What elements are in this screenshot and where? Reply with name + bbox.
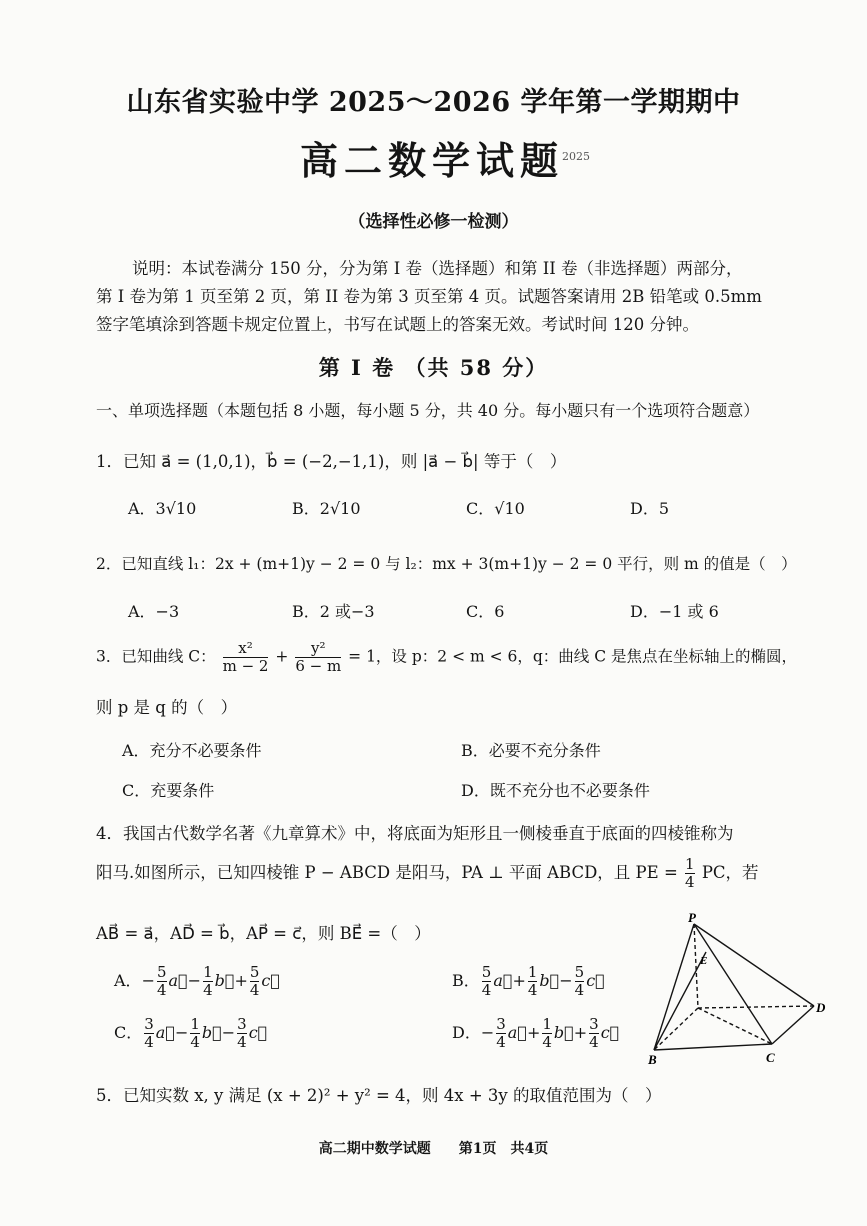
operator: + xyxy=(512,971,526,990)
vector-symbol: c⃗ xyxy=(600,1023,620,1042)
q4-fraction xyxy=(685,856,695,891)
edge-PD xyxy=(694,924,814,1006)
q4-option-b xyxy=(452,964,605,999)
q2-option-c: C．6 xyxy=(466,602,505,621)
q1-option-c: C．√10 xyxy=(466,499,525,518)
fraction-numerator: 5 xyxy=(249,963,260,981)
coefficient-fraction xyxy=(144,1016,154,1051)
question-3-stem-line-2: 则 p 是 q 的（ ） xyxy=(96,698,238,717)
q4-frac-denominator: 4 xyxy=(685,873,695,891)
q3-option-c: C．充要条件 xyxy=(122,781,215,800)
operator: − xyxy=(141,971,155,990)
intro-line-1: 说明：本试卷满分 150 分，分为第 I 卷（选择题）和第 II 卷（非选择题）两部分， xyxy=(132,259,743,278)
question-2-stem: 2．已知直线 l₁：2x + (m+1)y − 2 = 0 与 l₂：mx + 3(m+1)y − 2 = 0 平行，则 m 的值是（ ） xyxy=(96,555,797,573)
edge-PC xyxy=(694,924,772,1044)
edge-PA xyxy=(694,924,698,1008)
label-B: B xyxy=(648,1052,657,1067)
vector-symbol: b⃗ xyxy=(553,1023,574,1042)
operator: + xyxy=(234,971,248,990)
coefficient-fraction xyxy=(237,1016,247,1051)
fraction-denominator: 4 xyxy=(574,981,585,999)
fraction-denominator: 4 xyxy=(190,1033,200,1051)
coefficient-fraction xyxy=(496,1016,506,1051)
operator: − xyxy=(480,1023,495,1042)
coefficient-fraction xyxy=(528,964,538,999)
vector-symbol: a⃗ xyxy=(507,1023,527,1042)
part-one-heading: 第 I 卷 （共 58 分） xyxy=(318,355,549,380)
coefficient-fraction xyxy=(250,964,260,999)
fraction-numerator: 1 xyxy=(527,963,538,981)
vector-symbol: a⃗ xyxy=(155,1023,175,1042)
exam-subtitle: （选择性必修一检测） xyxy=(348,212,519,232)
question-1-stem: 1．已知 a⃗ = (1,0,1)，b⃗ = (−2,−1,1)，则 |a⃗ − b⃗| 等于（ ） xyxy=(96,452,567,471)
intro-line-2: 第 I 卷为第 1 页至第 2 页，第 II 卷为第 3 页至第 4 页。试题答案请用 2B 铅笔或 0.5mm xyxy=(96,287,762,306)
question-4-stem-line-1: 4．我国古代数学名著《九章算术》中，将底面为矩形且一侧棱垂直于底面的四棱锥称为 xyxy=(96,824,734,843)
q4-frac-numerator: 1 xyxy=(685,855,695,873)
fraction-numerator: 5 xyxy=(156,963,167,981)
vector-symbol: b⃗ xyxy=(214,971,235,990)
fraction-denominator: 4 xyxy=(481,981,492,999)
fraction-numerator: 5 xyxy=(574,963,585,981)
edge-CD xyxy=(772,1006,814,1044)
question-4-stem-line-2 xyxy=(96,856,759,891)
vector-symbol: c⃗ xyxy=(248,1023,268,1042)
label-E: E xyxy=(700,955,708,967)
fraction-numerator: 5 xyxy=(481,963,492,981)
pyramid-figure xyxy=(640,912,840,1072)
option-label: A． xyxy=(114,971,142,990)
label-C: C xyxy=(766,1050,775,1065)
q1-option-d: D．5 xyxy=(630,499,670,518)
fraction-denominator: 4 xyxy=(527,981,538,999)
q3-stem-post: = 1，设 p：2 < m < 6，q：曲线 C 是焦点在坐标轴上的椭圆， xyxy=(348,647,798,666)
q4-option-a xyxy=(114,964,280,999)
q4-option-c xyxy=(114,1016,267,1051)
q4-stem2-post: PC，若 xyxy=(701,863,759,882)
coefficient-fraction xyxy=(157,964,167,999)
coefficient-fraction xyxy=(589,1016,599,1051)
vector-symbol: b⃗ xyxy=(201,1023,222,1042)
q2-option-d: D．−1 或 6 xyxy=(630,602,719,621)
operator: + xyxy=(573,1023,588,1042)
title-mark: 2025 xyxy=(562,150,590,163)
label-P: P xyxy=(688,912,696,925)
edge-AD xyxy=(698,1006,814,1008)
q4-stem2-pre: 阳马.如图所示，已知四棱锥 P − ABCD 是阳马，PA ⊥ 平面 ABCD，且 PE = xyxy=(96,863,678,882)
q3-option-d: D．既不充分也不必要条件 xyxy=(461,781,650,800)
page-footer: 高二期中数学试题 第1页 共4页 xyxy=(318,1141,549,1157)
question-5-stem: 5．已知实数 x, y 满足 (x + 2)² + y² = 4，则 4x + 3y 的取值范围为（ ） xyxy=(96,1086,662,1105)
fraction-denominator: 4 xyxy=(156,981,167,999)
fraction-numerator: 3 xyxy=(496,1015,506,1033)
q3-frac1-numerator: x² xyxy=(238,639,253,657)
exam-title: 高二数学试题 xyxy=(300,139,565,183)
option-label: C． xyxy=(114,1023,143,1042)
operator: − xyxy=(221,1023,236,1042)
coefficient-fraction xyxy=(575,964,585,999)
q4-option-d xyxy=(452,1016,619,1051)
vector-symbol: a⃗ xyxy=(493,971,513,990)
operator: − xyxy=(174,1023,189,1042)
vector-symbol: a⃗ xyxy=(168,971,188,990)
question-4-stem-line-3: AB⃗ = a⃗，AD⃗ = b⃗，AP⃗ = c⃗，则 BE⃗ =（ ） xyxy=(96,924,431,943)
fraction-numerator: 3 xyxy=(144,1015,154,1033)
q3-frac2-denominator: 6 − m xyxy=(295,657,342,675)
fraction-denominator: 4 xyxy=(589,1033,599,1051)
q3-frac2-numerator: y² xyxy=(311,639,326,657)
q3-fraction-2 xyxy=(295,640,341,675)
fraction-denominator: 4 xyxy=(249,981,260,999)
coefficient-fraction xyxy=(203,964,213,999)
fraction-denominator: 4 xyxy=(203,981,213,999)
operator: − xyxy=(559,971,573,990)
section-one-heading: 一、单项选择题（本题包括 8 小题，每小题 5 分，共 40 分。每小题只有一个选项符合题意） xyxy=(96,401,760,420)
fraction-denominator: 4 xyxy=(144,1033,154,1051)
q2-option-b: B．2 或−3 xyxy=(292,602,375,621)
operator: − xyxy=(187,971,202,990)
fraction-numerator: 1 xyxy=(203,963,213,981)
fraction-numerator: 3 xyxy=(589,1015,599,1033)
edge-BC xyxy=(654,1044,772,1050)
coefficient-fraction xyxy=(190,1016,200,1051)
intro-line-3: 签字笔填涂到答题卡规定位置上，书写在试题上的答案无效。考试时间 120 分钟。 xyxy=(96,315,699,334)
q1-option-b: B．2√10 xyxy=(292,499,361,518)
fraction-denominator: 4 xyxy=(496,1033,506,1051)
fraction-denominator: 4 xyxy=(542,1033,552,1051)
option-label: B． xyxy=(452,971,480,990)
fraction-numerator: 3 xyxy=(237,1015,247,1033)
fraction-numerator: 1 xyxy=(190,1015,200,1033)
q3-option-b: B．必要不充分条件 xyxy=(461,741,601,760)
option-label: D． xyxy=(452,1023,481,1042)
coefficient-fraction xyxy=(542,1016,552,1051)
vector-symbol: c⃗ xyxy=(586,971,605,990)
label-D: D xyxy=(816,1000,826,1015)
fraction-denominator: 4 xyxy=(237,1033,247,1051)
question-3-stem xyxy=(96,640,797,675)
coefficient-fraction xyxy=(482,964,492,999)
q3-plus: + xyxy=(275,647,289,666)
q2-option-a: A．−3 xyxy=(128,602,180,621)
q3-frac1-denominator: m − 2 xyxy=(222,657,269,675)
vector-symbol: b⃗ xyxy=(539,971,560,990)
q3-stem-pre: 3．已知曲线 C： xyxy=(96,647,216,666)
operator: + xyxy=(526,1023,541,1042)
q3-option-a: A．充分不必要条件 xyxy=(122,741,262,760)
school-heading: 山东省实验中学 2025～2026 学年第一学期期中 xyxy=(126,87,741,118)
fraction-numerator: 1 xyxy=(542,1015,552,1033)
q1-option-a: A．3√10 xyxy=(128,499,197,518)
vector-symbol: c⃗ xyxy=(261,971,280,990)
q3-fraction-1 xyxy=(223,640,269,675)
